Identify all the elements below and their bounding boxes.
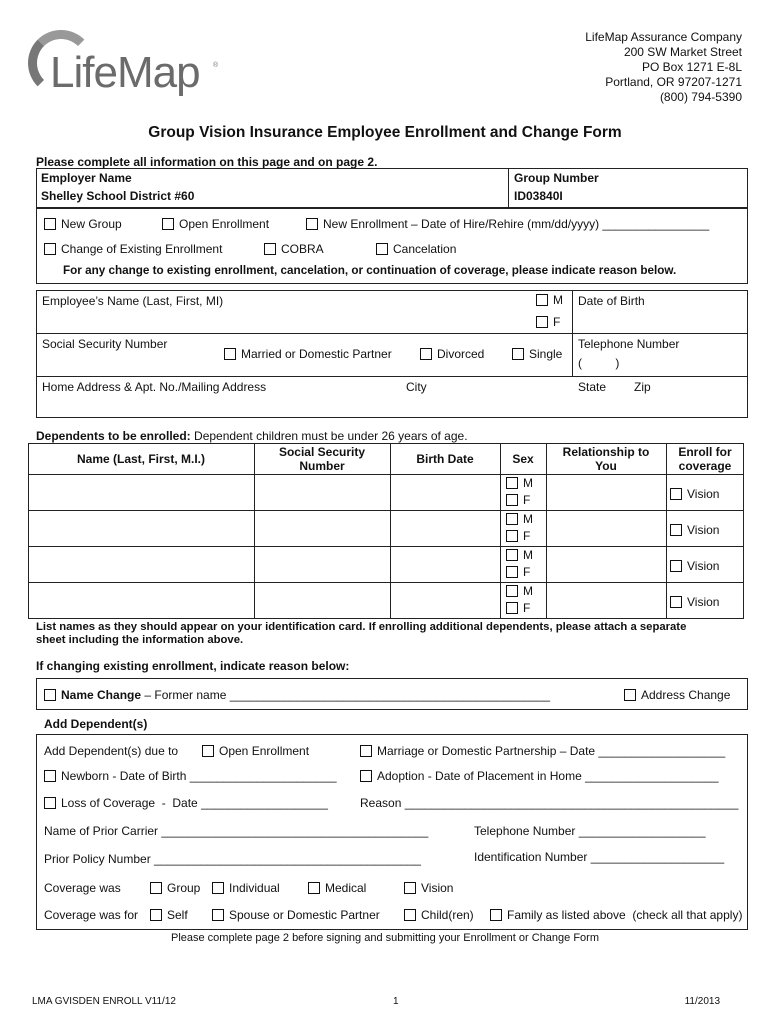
col-rel-header: Relationship to You <box>562 445 650 473</box>
change-existing-checkbox[interactable]: Change of Existing Enrollment <box>44 242 222 256</box>
single-checkbox[interactable]: Single <box>512 347 562 361</box>
dependents-footnote-1: List names as they should appear on your identification card. If enrolling additional dependents, please attach a separate <box>36 621 687 633</box>
new-enrollment-checkbox[interactable]: New Enrollment – Date of Hire/Rehire (mm/dd/yyyy) ________________ <box>306 217 709 231</box>
coverage-vision-checkbox[interactable]: Vision <box>404 881 453 895</box>
checkbox-icon <box>536 316 548 328</box>
checkbox-icon <box>212 882 224 894</box>
checkbox-icon <box>44 689 56 701</box>
employer-name-value[interactable]: Shelley School District #60 <box>41 189 195 203</box>
checkbox-icon <box>224 348 236 360</box>
open-enrollment-checkbox[interactable]: Open Enrollment <box>162 217 269 231</box>
checkbox-icon <box>506 549 518 561</box>
coverage-for-label: Coverage was for <box>44 908 139 922</box>
loss-of-coverage-checkbox[interactable]: Loss of Coverage - Date ___________________ <box>44 796 328 810</box>
checkbox-icon <box>506 494 518 506</box>
logo-registered-mark: ® <box>213 62 219 69</box>
footer-page-number: 1 <box>393 996 399 1007</box>
employer-name-label: Employer Name <box>41 171 132 185</box>
prior-policy-field[interactable]: Prior Policy Number ________________________________________ <box>44 852 421 866</box>
coverage-individual-checkbox[interactable]: Individual <box>212 881 280 895</box>
dep-row-2-sex-m[interactable]: M <box>506 512 533 526</box>
checkbox-icon <box>360 770 372 782</box>
checkbox-icon <box>670 524 682 536</box>
coverage-medical-checkbox[interactable]: Medical <box>308 881 366 895</box>
change-heading: If changing existing enrollment, indicate reason below: <box>36 659 350 673</box>
checkbox-icon <box>306 218 318 230</box>
for-self-checkbox[interactable]: Self <box>150 908 188 922</box>
sex-f-checkbox[interactable]: F <box>536 315 560 329</box>
form-title: Group Vision Insurance Employee Enrollment and Change Form <box>148 124 622 141</box>
dep-row-2-vision[interactable]: Vision <box>670 523 719 537</box>
dependents-footnote-2: sheet including the information above. <box>36 634 244 646</box>
new-group-checkbox[interactable]: New Group <box>44 217 122 231</box>
company-pobox: PO Box 1271 E-8L <box>641 60 742 74</box>
checkbox-icon <box>670 560 682 572</box>
add-due-to-label: Add Dependent(s) due to <box>44 744 179 758</box>
checkbox-icon <box>490 909 502 921</box>
checkbox-icon <box>506 566 518 578</box>
company-phone: (800) 794-5390 <box>659 90 742 104</box>
newborn-checkbox[interactable]: Newborn - Date of Birth ______________________ <box>44 769 337 783</box>
dependents-heading: Dependents to be enrolled: Dependent children must be under 26 years of age. <box>36 429 468 443</box>
employee-box <box>36 290 748 418</box>
prior-telephone-field[interactable]: Telephone Number ___________________ <box>474 824 706 838</box>
married-checkbox[interactable]: Married or Domestic Partner <box>224 347 392 361</box>
add-dependents-heading: Add Dependent(s) <box>44 717 148 731</box>
checkbox-icon <box>44 770 56 782</box>
col-dob-header: Birth Date <box>416 452 474 466</box>
checkbox-icon <box>202 745 214 757</box>
checkbox-icon <box>506 602 518 614</box>
col-name-header: Name (Last, First, M.I.) <box>76 452 206 466</box>
checkbox-icon <box>506 530 518 542</box>
checkbox-icon <box>420 348 432 360</box>
checkbox-icon <box>162 218 174 230</box>
dep-row-1-sex-m[interactable]: M <box>506 476 533 490</box>
dep-row-4-sex-f[interactable]: F <box>506 601 530 615</box>
company-address <box>585 30 742 105</box>
reason-field[interactable]: Reason __________________________________________________ <box>360 796 739 810</box>
zip-label: Zip <box>634 380 651 394</box>
checkbox-icon <box>308 882 320 894</box>
group-number-label: Group Number <box>514 171 599 185</box>
change-note: For any change to existing enrollment, cancelation, or continuation of coverage, please indicate reason below. <box>63 264 677 277</box>
identification-field[interactable]: Identification Number ____________________ <box>474 850 725 864</box>
employee-name-label: Employee’s Name (Last, First, MI) <box>42 294 224 308</box>
dep-row-1-vision[interactable]: Vision <box>670 487 719 501</box>
checkbox-icon <box>150 909 162 921</box>
name-change-checkbox[interactable]: Name Change – Former name ________________________________________________ <box>44 688 550 702</box>
checkbox-icon <box>670 596 682 608</box>
footer-date: 11/2013 <box>684 996 720 1007</box>
checkbox-icon <box>506 513 518 525</box>
intro-text: Please complete all information on this page and on page 2. <box>36 155 378 169</box>
checkbox-icon <box>376 243 388 255</box>
checkbox-icon <box>670 488 682 500</box>
dep-row-3-sex-m[interactable]: M <box>506 548 533 562</box>
adoption-checkbox[interactable]: Adoption - Date of Placement in Home ____________________ <box>360 769 719 783</box>
for-children-checkbox[interactable]: Child(ren) <box>404 908 474 922</box>
checkbox-icon <box>44 797 56 809</box>
divorced-checkbox[interactable]: Divorced <box>420 347 484 361</box>
checkbox-icon <box>264 243 276 255</box>
checkbox-icon <box>506 477 518 489</box>
coverage-group-checkbox[interactable]: Group <box>150 881 200 895</box>
logo <box>28 26 228 106</box>
cobra-checkbox[interactable]: COBRA <box>264 242 324 256</box>
checkbox-icon <box>44 218 56 230</box>
company-name: LifeMap Assurance Company <box>585 30 742 44</box>
checkbox-icon <box>212 909 224 921</box>
checkbox-icon <box>512 348 524 360</box>
sex-m-checkbox[interactable]: M <box>536 293 563 307</box>
col-enroll-header: Enroll for coverage <box>678 445 732 473</box>
add-open-enrollment-checkbox[interactable]: Open Enrollment <box>202 744 309 758</box>
checkbox-icon <box>360 745 372 757</box>
dep-row-4-vision[interactable]: Vision <box>670 595 719 609</box>
for-family-checkbox[interactable]: Family as listed above (check all that apply) <box>490 908 742 922</box>
logo-text: LifeMap <box>50 48 200 97</box>
telephone-parens[interactable]: ( ) <box>578 356 620 370</box>
dob-label: Date of Birth <box>578 294 645 308</box>
col-sex-header: Sex <box>512 452 534 466</box>
marriage-checkbox[interactable]: Marriage or Domestic Partnership – Date ___________________ <box>360 744 725 758</box>
dep-row-3-vision[interactable]: Vision <box>670 559 719 573</box>
company-city: Portland, OR 97207-1271 <box>605 75 742 89</box>
cancelation-checkbox[interactable]: Cancelation <box>376 242 456 256</box>
page2-note: Please complete page 2 before signing and submitting your Enrollment or Change Form <box>170 932 600 944</box>
address-change-checkbox[interactable]: Address Change <box>624 688 730 702</box>
for-spouse-checkbox[interactable]: Spouse or Domestic Partner <box>212 908 380 922</box>
col-ssn-header: Social Security Number <box>278 445 366 473</box>
footer-form-id: LMA GVISDEN ENROLL V11/12 <box>32 996 176 1007</box>
coverage-was-label: Coverage was <box>44 881 121 895</box>
address-label: Home Address & Apt. No./Mailing Address <box>42 380 267 394</box>
dep-row-1-sex-f[interactable]: F <box>506 493 530 507</box>
dep-row-2-sex-f[interactable]: F <box>506 529 530 543</box>
group-number-value[interactable]: ID03840I <box>514 189 563 203</box>
company-street: 200 SW Market Street <box>623 45 742 59</box>
city-label: City <box>406 380 427 394</box>
checkbox-icon <box>44 243 56 255</box>
checkbox-icon <box>506 585 518 597</box>
telephone-label: Telephone Number <box>578 337 680 351</box>
dep-row-3-sex-f[interactable]: F <box>506 565 530 579</box>
prior-carrier-field[interactable]: Name of Prior Carrier ________________________________________ <box>44 824 429 838</box>
checkbox-icon <box>404 882 416 894</box>
dep-row-4-sex-m[interactable]: M <box>506 584 533 598</box>
checkbox-icon <box>404 909 416 921</box>
ssn-label: Social Security Number <box>42 337 168 351</box>
state-label: State <box>578 380 607 394</box>
checkbox-icon <box>150 882 162 894</box>
checkbox-icon <box>536 294 548 306</box>
checkbox-icon <box>624 689 636 701</box>
